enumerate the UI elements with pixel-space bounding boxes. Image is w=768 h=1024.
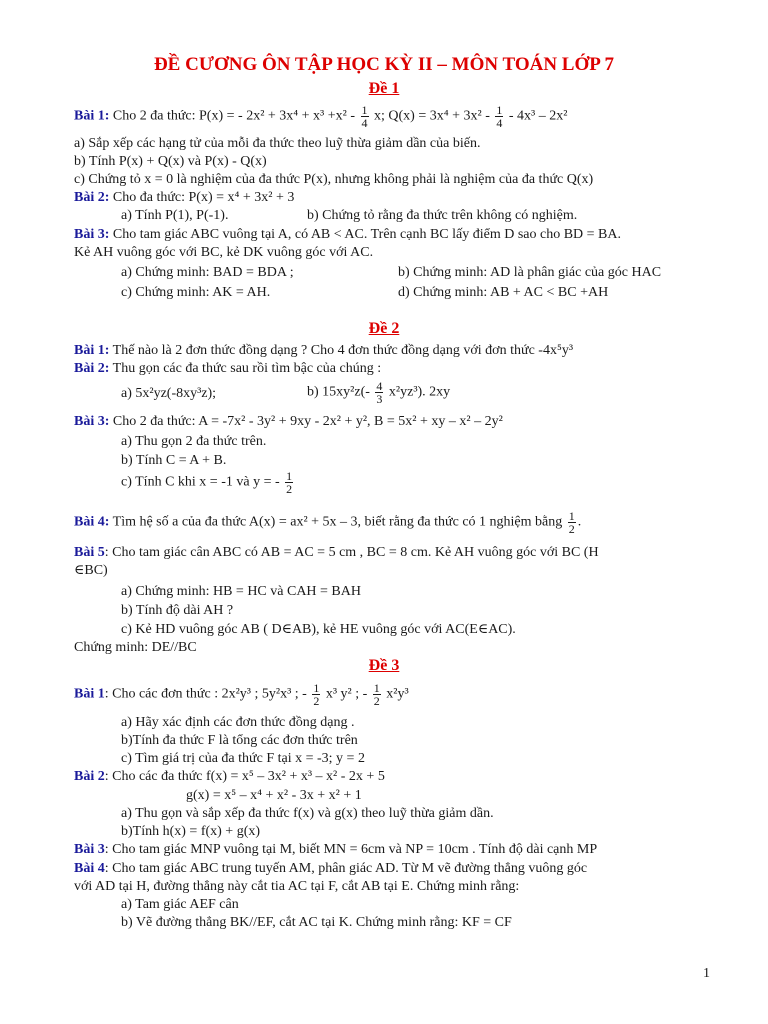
fraction (373, 682, 381, 707)
de3-bai2-b: b)Tính h(x) = f(x) + g(x) (121, 824, 261, 839)
fraction-denominator: 2 (286, 482, 293, 496)
bai-text: : Cho tam giác ABC trung tuyến AM, phân giác AD. Từ M vẽ đường thẳng vuông góc (104, 861, 588, 876)
bai-label: Bài 4: (74, 514, 110, 530)
bai-text: x²yz³). 2xy (388, 384, 451, 400)
bai-label: Bài 2: (74, 190, 110, 205)
de3-bai2-a: a) Thu gọn và sắp xếp đa thức f(x) và g(x) theo luỹ thừa giảm dần. (121, 806, 494, 821)
de3-bai2-g: g(x) = x⁵ – x⁴ + x² - 3x + x² + 1 (186, 788, 362, 803)
bai-text: Cho 2 đa thức: P(x) = - 2x² + 3x⁴ + x³ +x² - (112, 108, 356, 124)
bai-text: : Cho các đơn thức : 2x²y³ ; 5y²x³ ; - (104, 686, 307, 702)
bai-text: x³ y² ; - (325, 686, 368, 702)
fraction (568, 510, 576, 535)
de3-bai4-b: b) Vẽ đường thẳng BK//EF, cắt AC tại K. Chứng minh rằng: KF = CF (121, 915, 512, 930)
bai-label: Bài 2: (74, 361, 110, 376)
fraction-denominator: 2 (373, 694, 380, 708)
bai-text: Cho tam giác ABC vuông tại A, có AB < AC. Trên cạnh BC lấy điểm D sao cho BD = BA. (112, 227, 622, 242)
de2-bai5-c: c) Kẻ HD vuông góc AB ( D∈AB), kẻ HE vuông góc với AC(E∈AC). (121, 622, 516, 637)
de2-bai5-line2: ∈BC) (74, 563, 108, 578)
section-heading-de1: Đề 1 (368, 80, 400, 97)
de2-bai2 (74, 360, 381, 378)
de3-bai3 (74, 841, 597, 859)
de3-bai4 (74, 860, 587, 878)
de1-bai3-a: a) Chứng minh: BAD = BDA ; (121, 265, 294, 280)
de2-bai5 (74, 544, 599, 562)
fraction-numerator: 1 (361, 103, 368, 117)
bai-text: x; Q(x) = 3x⁴ + 3x² - (374, 108, 490, 124)
fraction-denominator: 3 (376, 392, 383, 406)
page-title: ĐỀ CƯƠNG ÔN TẬP HỌC KỲ II – MÔN TOÁN LỚP 7 (153, 54, 615, 75)
de2-bai2-a: a) 5x²yz(-8xy³z); (121, 386, 217, 401)
de2-bai3-b: b) Tính C = A + B. (121, 453, 227, 468)
bai-label: Bài 4 (74, 861, 105, 876)
bai-text: : Cho tam giác cân ABC có AB = AC = 5 cm , BC = 8 cm. Kẻ AH vuông góc với BC (H (104, 545, 599, 560)
bai-text: Cho 2 đa thức: A = -7x² - 3y² + 9xy - 2x² + y², B = 5x² + xy – x² – 2y² (112, 414, 503, 429)
de3-bai4-a: a) Tam giác AEF cân (121, 897, 239, 912)
de3-bai2 (74, 768, 385, 786)
bai-label: Bài 3: (74, 414, 110, 429)
de1-bai3-line2: Kẻ AH vuông góc với BC, kẻ DK vuông góc với AC. (74, 245, 374, 260)
de2-bai5-a: a) Chứng minh: HB = HC và CAH = BAH (121, 584, 361, 599)
section-heading-de3: Đề 3 (368, 657, 400, 674)
fraction (375, 380, 383, 405)
fraction (285, 470, 293, 495)
bai-text: - 4x³ – 2x² (508, 108, 568, 124)
bai-text: b) 15xy²z(- (307, 384, 370, 400)
fraction-denominator: 2 (568, 522, 575, 536)
bai-text: Cho đa thức: P(x) = x⁴ + 3x² + 3 (112, 190, 295, 205)
bai-text: Tìm hệ số a của đa thức A(x) = ax² + 5x – 3, biết rằng đa thức có 1 nghiệm bằng (112, 514, 563, 530)
bai-text: : Cho tam giác MNP vuông tại M, biết MN = 6cm và NP = 10cm . Tính độ dài cạnh MP (104, 842, 598, 857)
de3-bai1-a: a) Hãy xác định các đơn thức đồng dạng . (121, 715, 355, 730)
de2-bai3-c (121, 470, 295, 495)
de1-bai3 (74, 226, 621, 244)
de1-bai2-a: a) Tính P(1), P(-1). (121, 208, 229, 223)
de1-bai3-d: d) Chứng minh: AB + AC < BC +AH (398, 285, 609, 300)
de2-bai3-a: a) Thu gọn 2 đa thức trên. (121, 434, 267, 449)
de1-bai1-c: c) Chứng tỏ x = 0 là nghiệm của đa thức P(x), nhưng không phải là nghiệm của đa thức Q(x) (74, 172, 594, 187)
de3-bai1-b: b)Tính đa thức F là tổng các đơn thức trên (121, 733, 358, 748)
fraction-denominator: 2 (313, 694, 320, 708)
fraction (361, 104, 369, 129)
fraction-numerator: 4 (376, 379, 383, 393)
bai-text: : Cho các đa thức f(x) = x⁵ – 3x² + x³ – x² - 2x + 5 (104, 769, 385, 784)
fraction-numerator: 1 (286, 469, 293, 483)
bai-label: Bài 3 (74, 842, 105, 857)
de1-bai3-b: b) Chứng minh: AD là phân giác của góc HAC (398, 265, 662, 280)
fraction-denominator: 4 (361, 116, 368, 130)
bai-label: Bài 1 (74, 686, 105, 702)
bai-label: Bài 3: (74, 227, 110, 242)
fraction-numerator: 1 (373, 681, 380, 695)
fraction (312, 682, 320, 707)
bai-label: Bài 5 (74, 545, 105, 560)
de2-bai4: Bài 4: Tìm hệ số a của đa thức A(x) = ax² + 5x – 3, biết rằng đa thức có 1 nghiệm bằng $\frac{1}{2}$ . (74, 509, 582, 536)
page-number: 1 (703, 966, 710, 981)
de1-bai2 (74, 189, 294, 207)
bai-text: Thu gọn các đa thức sau rồi tìm bậc của chúng : (112, 361, 382, 376)
de1-bai1-a: a) Sắp xếp các hạng tử của mỗi đa thức theo luỹ thừa giảm dần của biến. (74, 136, 481, 151)
fraction-numerator: 1 (496, 103, 503, 117)
de3-bai1-c: c) Tìm giá trị của đa thức F tại x = -3; y = 2 (121, 751, 365, 766)
bai-label: Bài 1: (74, 108, 110, 124)
de2-bai2-b (307, 380, 450, 405)
bai-text: x²y³ (386, 686, 409, 702)
fraction-numerator: 1 (568, 509, 575, 523)
fraction-numerator: 1 (313, 681, 320, 695)
fraction (495, 104, 503, 129)
de3-bai4-line2: với AD tại H, đường thẳng này cắt tia AC tại F, cắt AB tại E. Chứng minh rằng: (74, 879, 520, 894)
bai-text: c) Tính C khi x = -1 và y = - (121, 474, 280, 490)
section-heading-de2: Đề 2 (368, 320, 400, 337)
de1-bai1 (74, 104, 567, 129)
de1-bai2-b: b) Chứng tỏ rằng đa thức trên không có nghiệm. (307, 208, 578, 223)
bai-text: Thế nào là 2 đơn thức đồng dạng ? Cho 4 đơn thức đồng dạng với đơn thức -4x⁵y³ (112, 343, 574, 358)
de1-bai3-c: c) Chứng minh: AK = AH. (121, 285, 271, 300)
de2-bai1 (74, 342, 573, 360)
de2-bai5-d: Chứng minh: DE//BC (74, 640, 197, 655)
de1-bai1-b: b) Tính P(x) + Q(x) và P(x) - Q(x) (74, 154, 267, 169)
fraction-denominator: 4 (496, 116, 503, 130)
de3-bai1 (74, 682, 409, 707)
de2-bai3 (74, 413, 503, 431)
bai-label: Bài 2 (74, 769, 105, 784)
bai-label: Bài 1: (74, 343, 110, 358)
de2-bai5-b: b) Tính độ dài AH ? (121, 603, 234, 618)
